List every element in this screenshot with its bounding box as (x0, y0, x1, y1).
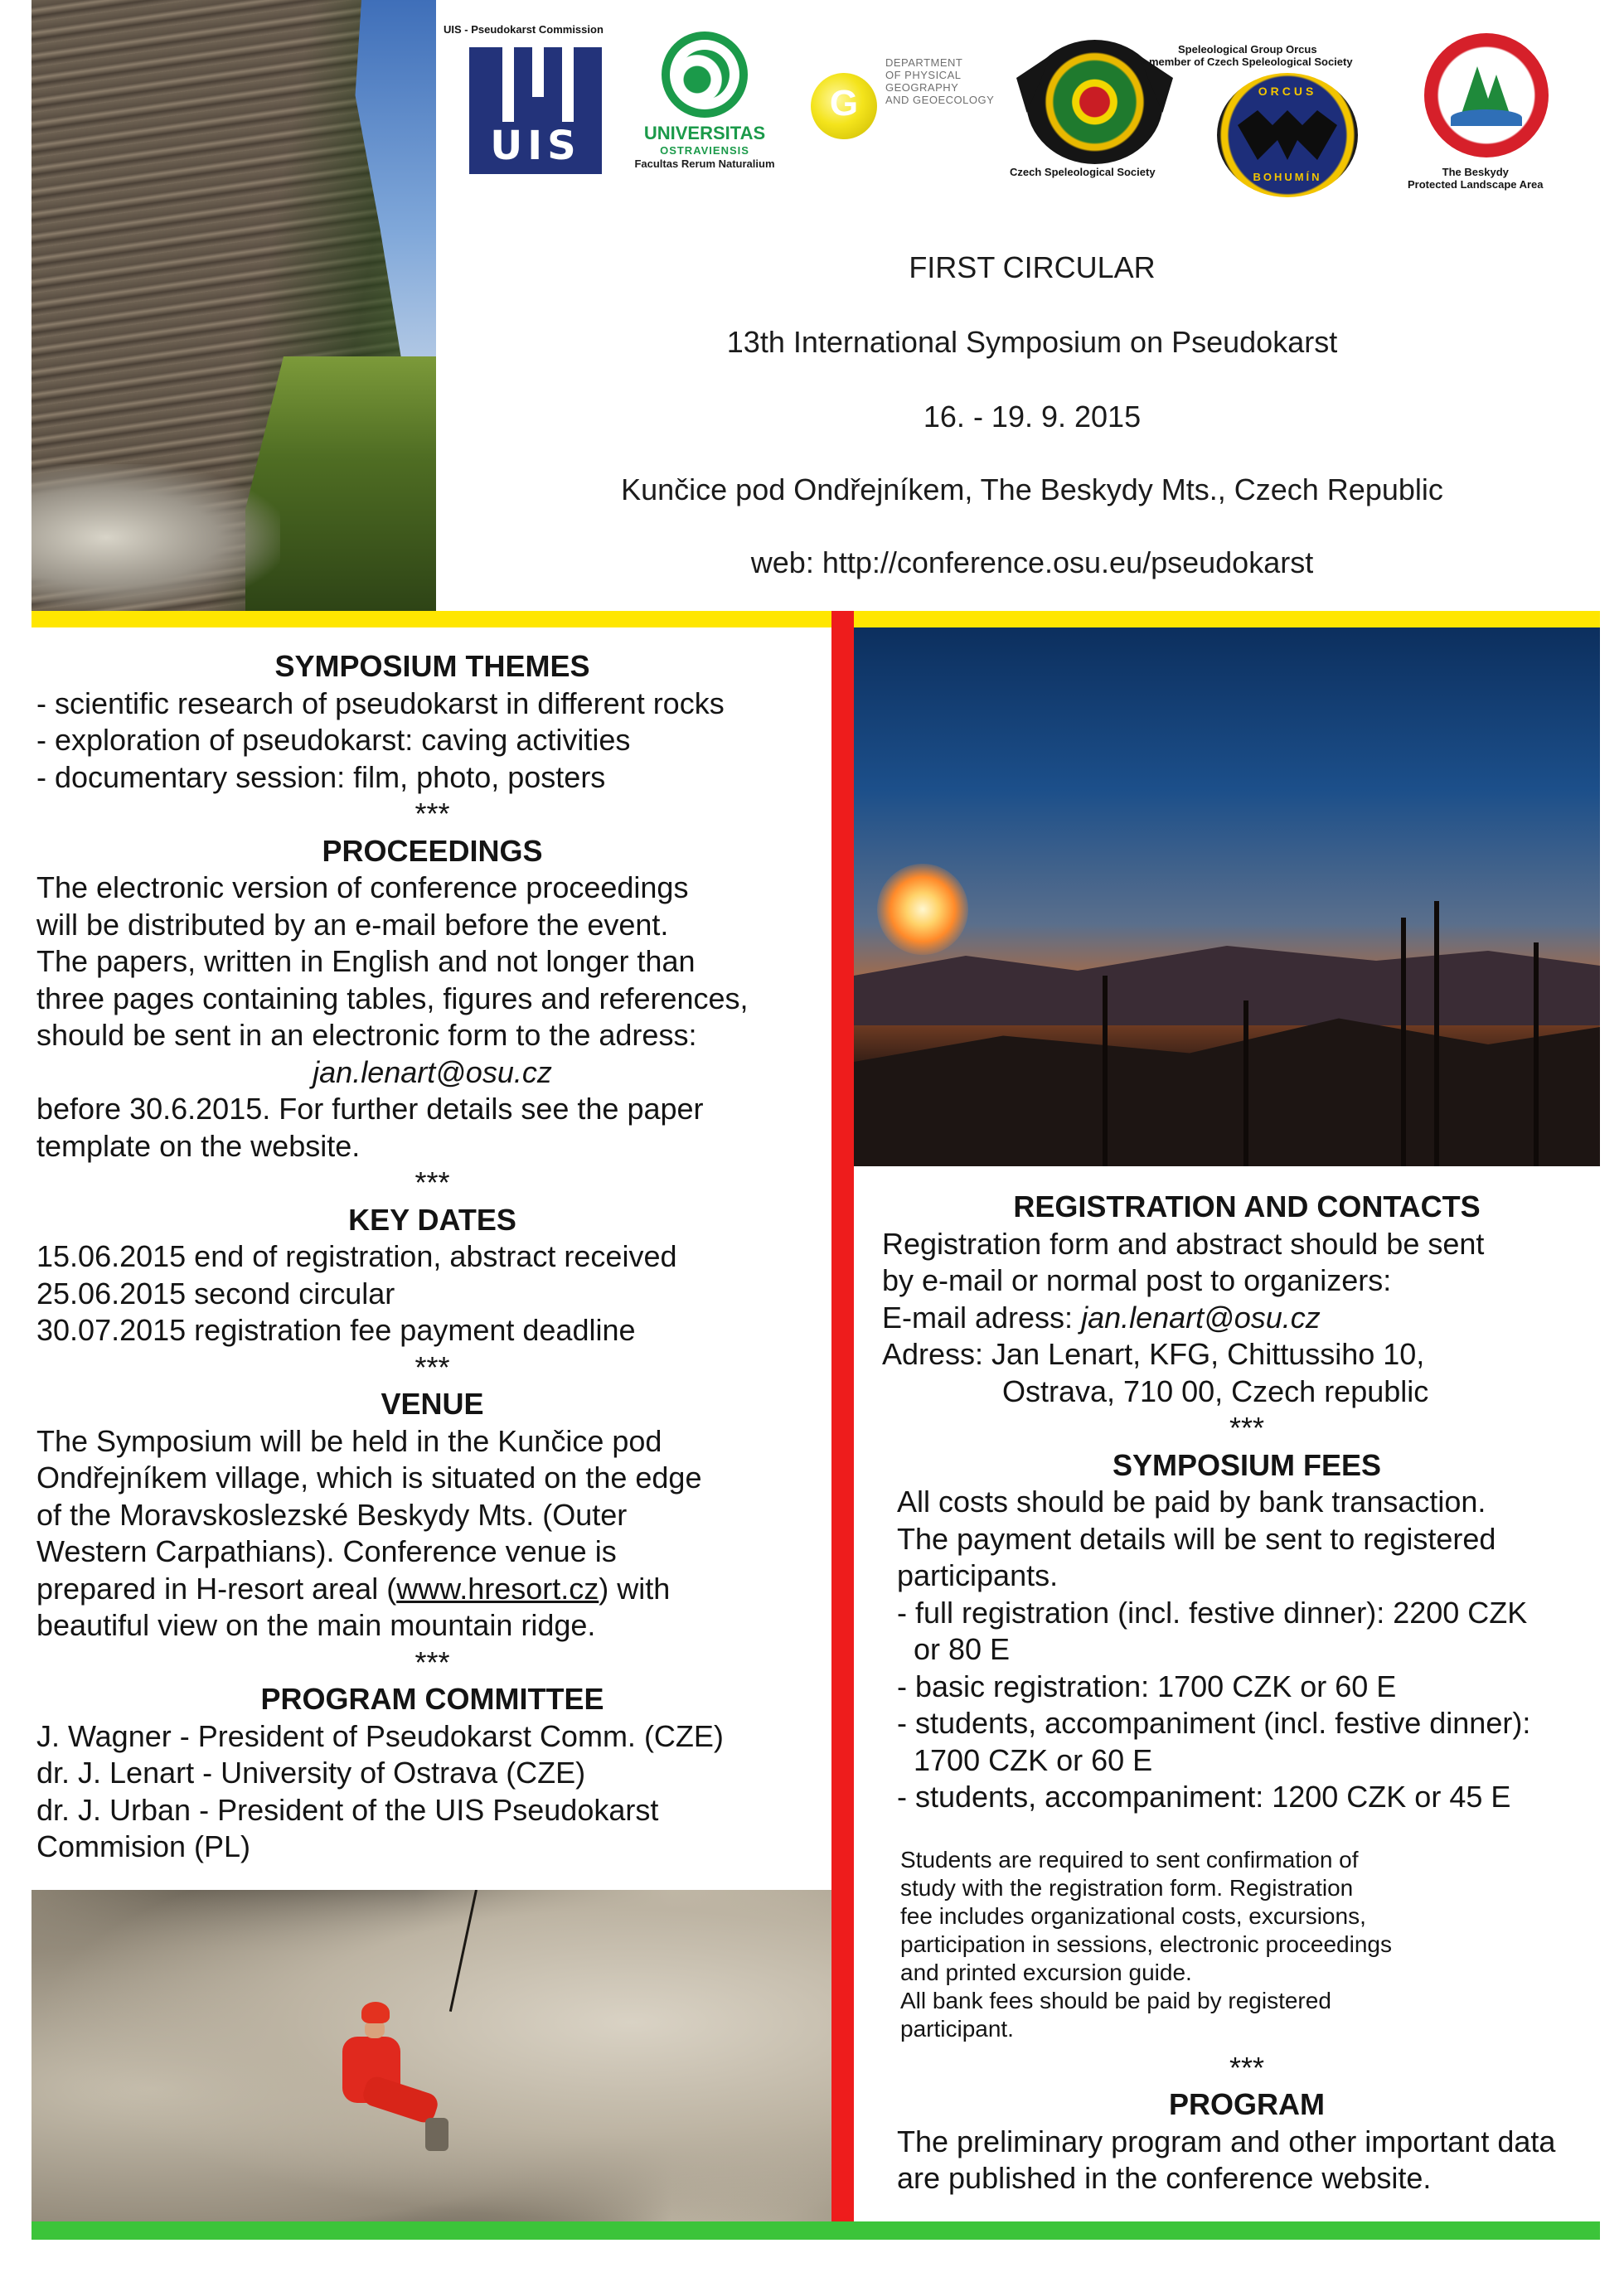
left-column (36, 648, 828, 1866)
key-date-item: 15.06.2015 end of registration, abstract received (36, 1239, 677, 1273)
theme-item: - documentary session: film, photo, posters (36, 759, 606, 794)
fees-note: participant. (900, 2015, 1014, 2042)
registration-text: by e-mail or normal post to organizers: (882, 1263, 1392, 1297)
uis-commission-caption: UIS - Pseudokarst Commission (444, 23, 604, 36)
venue-text: of the Moravskoslezské Beskydy Mts. (Outer (36, 1497, 628, 1532)
fee-item: 1700 CZK or 60 E (897, 1742, 1153, 1777)
committee-member: dr. J. Urban - President of the UIS Pseudokarst (36, 1792, 659, 1827)
fees-text: The payment details will be sent to registered (897, 1521, 1496, 1556)
website-link[interactable]: web: http://conference.osu.eu/pseudokarst (750, 545, 1314, 579)
orcus-bat-logo (1217, 73, 1358, 197)
symposium-title: 13th International Symposium on Pseudokarst (726, 325, 1338, 359)
fees-note: participation in sessions, electronic proceedings (900, 1931, 1392, 1957)
proceedings-email[interactable]: jan.lenart@osu.cz (313, 1054, 552, 1089)
univ-subname: OSTRAVIENSIS (660, 144, 749, 157)
orcus-caption-line: Speleological Group Orcus (1177, 43, 1317, 56)
beskydy-caption (1408, 166, 1544, 191)
yellow-divider-bar (32, 611, 1600, 627)
orcus-caption-line: - member of Czech Speleological Society (1142, 56, 1353, 68)
proceedings-heading: PROCEEDINGS (322, 833, 543, 868)
email-label: E-mail adress: (882, 1300, 1082, 1335)
caver-in-crevice-photo (32, 1890, 831, 2221)
fee-item: - basic registration: 1700 CZK or 60 E (897, 1669, 1397, 1703)
fee-item: or 80 E (897, 1632, 1011, 1666)
univ-name: UNIVERSITAS (643, 123, 766, 143)
uis-logo-letters: UIS (490, 123, 581, 169)
symposium-dates: 16. - 19. 9. 2015 (923, 400, 1142, 434)
beskydy-protected-area-logo (1424, 33, 1549, 157)
beskydy-caption-line: Protected Landscape Area (1408, 178, 1544, 191)
dept-line: OF PHYSICAL (885, 69, 962, 81)
dept-logo-letter: G (829, 83, 859, 124)
registration-email-line (882, 1300, 1612, 1337)
committee-member: J. Wagner - President of Pseudokarst Comm. (CZE) (36, 1718, 724, 1753)
separator-stars: *** (1229, 1411, 1265, 1445)
venue-text: Western Carpathians). Conference venue is (36, 1534, 617, 1568)
orcus-logo-bottom-text: BOHUMÍN (1253, 171, 1322, 183)
orcus-group-caption (1142, 43, 1353, 68)
beskydy-caption-line: The Beskydy (1442, 166, 1509, 178)
venue-heading: VENUE (381, 1387, 484, 1421)
czech-speleological-society-caption: Czech Speleological Society (1010, 166, 1156, 178)
registration-text: Registration form and abstract should be sent (882, 1226, 1485, 1261)
proceedings-text: before 30.6.2015. For further details see the paper (36, 1092, 704, 1126)
geography-department-text (885, 56, 994, 106)
proceedings-text: template on the website. (36, 1128, 361, 1163)
univ-faculty: Facultas Rerum Naturalium (634, 157, 775, 170)
fee-item: - students, accompaniment: 1200 CZK or 45 E (897, 1780, 1511, 1814)
program-text: are published in the conference website. (897, 2161, 1432, 2195)
rock-formation-photo (32, 0, 436, 611)
venue-text-fragment: prepared in H-resort areal ( (36, 1571, 397, 1606)
orcus-logo-top-text: ORCUS (1258, 85, 1317, 98)
registration-address: Ostrava, 710 00, Czech republic (1002, 1373, 1429, 1408)
geography-department-logo (811, 73, 877, 139)
uis-logo (469, 47, 602, 174)
separator-stars: *** (414, 1165, 450, 1199)
proceedings-text: will be distributed by an e-mail before the event. (36, 907, 669, 942)
sunset-mountains-photo (854, 627, 1600, 1166)
dept-line: DEPARTMENT (885, 56, 963, 69)
separator-stars: *** (414, 1349, 450, 1384)
separator-stars: *** (414, 797, 450, 831)
separator-stars: *** (414, 1645, 450, 1679)
hresort-link[interactable]: www.hresort.cz (396, 1571, 599, 1606)
program-heading: PROGRAM (1169, 2087, 1325, 2121)
theme-item: - exploration of pseudokarst: caving activities (36, 723, 631, 757)
proceedings-text: The papers, written in English and not longer than (36, 944, 696, 978)
committee-member: Commision (PL) (36, 1829, 251, 1863)
fee-item: - students, accompaniment (incl. festive dinner): (897, 1706, 1531, 1740)
circular-label: FIRST CIRCULAR (909, 250, 1156, 284)
fees-note: All bank fees should be paid by registered (900, 1987, 1331, 2013)
green-footer-bar (32, 2221, 1600, 2240)
venue-text: The Symposium will be held in the Kunčice pod (36, 1423, 662, 1458)
fees-note: and printed excursion guide. (900, 1959, 1192, 1985)
key-date-item: 25.06.2015 second circular (36, 1276, 395, 1310)
dept-line: GEOGRAPHY (885, 81, 959, 94)
fees-note: Students are required to sent confirmation of (900, 1846, 1359, 1872)
symposium-location: Kunčice pod Ondřejníkem, The Beskydy Mts., Czech Republic (621, 472, 1443, 506)
committee-heading: PROGRAM COMMITTEE (260, 1682, 604, 1716)
proceedings-text: should be sent in an electronic form to the adress: (36, 1018, 697, 1052)
fees-note: fee includes organizational costs, excursions, (900, 1902, 1366, 1929)
universitas-ostraviensis-logo (630, 31, 779, 181)
fee-item: - full registration (incl. festive dinner): 2200 CZK (897, 1595, 1528, 1630)
key-dates-heading: KEY DATES (348, 1202, 516, 1237)
themes-heading: SYMPOSIUM THEMES (274, 649, 590, 683)
fees-text: All costs should be paid by bank transaction. (897, 1485, 1486, 1519)
separator-stars: *** (1229, 2050, 1265, 2085)
fees-note: study with the registration form. Registration (900, 1874, 1354, 1901)
theme-item: - scientific research of pseudokarst in different rocks (36, 686, 725, 720)
committee-member: dr. J. Lenart - University of Ostrava (CZE) (36, 1756, 586, 1790)
red-column-divider (831, 611, 854, 2221)
fees-heading: SYMPOSIUM FEES (1112, 1447, 1382, 1482)
venue-text (36, 1571, 828, 1608)
registration-heading: REGISTRATION AND CONTACTS (1013, 1189, 1481, 1223)
proceedings-text: three pages containing tables, figures and references, (36, 981, 749, 1015)
registration-address: Adress: Jan Lenart, KFG, Chittussiho 10, (882, 1337, 1425, 1371)
registration-email[interactable]: jan.lenart@osu.cz (1081, 1300, 1321, 1335)
venue-text: beautiful view on the main mountain ridge. (36, 1608, 596, 1642)
key-date-item: 30.07.2015 registration fee payment deadline (36, 1313, 636, 1347)
fees-text: participants. (897, 1558, 1059, 1592)
venue-text-fragment: ) with (599, 1571, 671, 1606)
venue-text: Ondřejníkem village, which is situated on the edge (36, 1461, 702, 1495)
program-text: The preliminary program and other important data (897, 2124, 1556, 2158)
dept-line: AND GEOECOLOGY (885, 94, 995, 106)
proceedings-text: The electronic version of conference proceedings (36, 870, 689, 904)
right-column (882, 1189, 1612, 2197)
bat-icon (1238, 110, 1337, 160)
